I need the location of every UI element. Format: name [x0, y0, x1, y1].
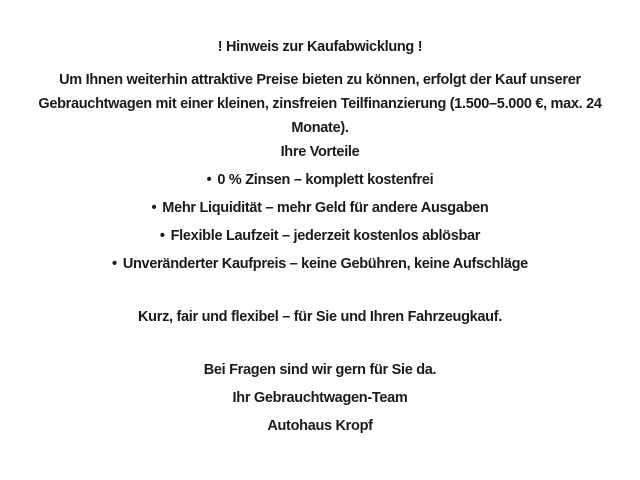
- benefit-item: [0, 168, 640, 192]
- signature-team: Ihr Gebrauchtwagen-Team: [232, 390, 408, 406]
- benefit-item: [0, 196, 640, 220]
- intro-paragraph: [0, 68, 640, 140]
- intro-line: Um Ihnen weiterhin attraktive Preise bieten zu können, erfolgt der Kauf unserer: [59, 72, 581, 88]
- benefit-item: [0, 252, 640, 276]
- notice-title: ! Hinweis zur Kaufabwicklung !: [217, 39, 423, 55]
- bullet-icon: •: [112, 256, 117, 272]
- benefits-heading: Ihre Vorteile: [280, 144, 360, 160]
- benefit-text: Mehr Liquidität – mehr Geld für andere Ausgaben: [162, 200, 489, 216]
- bullet-icon: •: [206, 172, 212, 188]
- intro-line: Monate).: [291, 120, 349, 136]
- bullet-icon: •: [159, 228, 165, 244]
- bullet-icon: •: [151, 200, 157, 216]
- benefit-text: 0 % Zinsen – komplett kostenfrei: [217, 172, 434, 188]
- signature-company: Autohaus Kropf: [267, 418, 373, 434]
- benefit-text: Flexible Laufzeit – jederzeit kostenlos ablösbar: [170, 228, 481, 244]
- benefit-item: [0, 224, 640, 248]
- tagline: Kurz, fair und flexibel – für Sie und Ihren Fahrzeugkauf.: [138, 309, 502, 325]
- intro-line: Gebrauchtwagen mit einer kleinen, zinsfreien Teilfinanzierung (1.500–5.000 €, max. 24: [38, 96, 602, 112]
- benefit-text: Unveränderter Kaufpreis – keine Gebühren, keine Aufschläge: [122, 256, 528, 272]
- closing-line: Bei Fragen sind wir gern für Sie da.: [203, 362, 437, 378]
